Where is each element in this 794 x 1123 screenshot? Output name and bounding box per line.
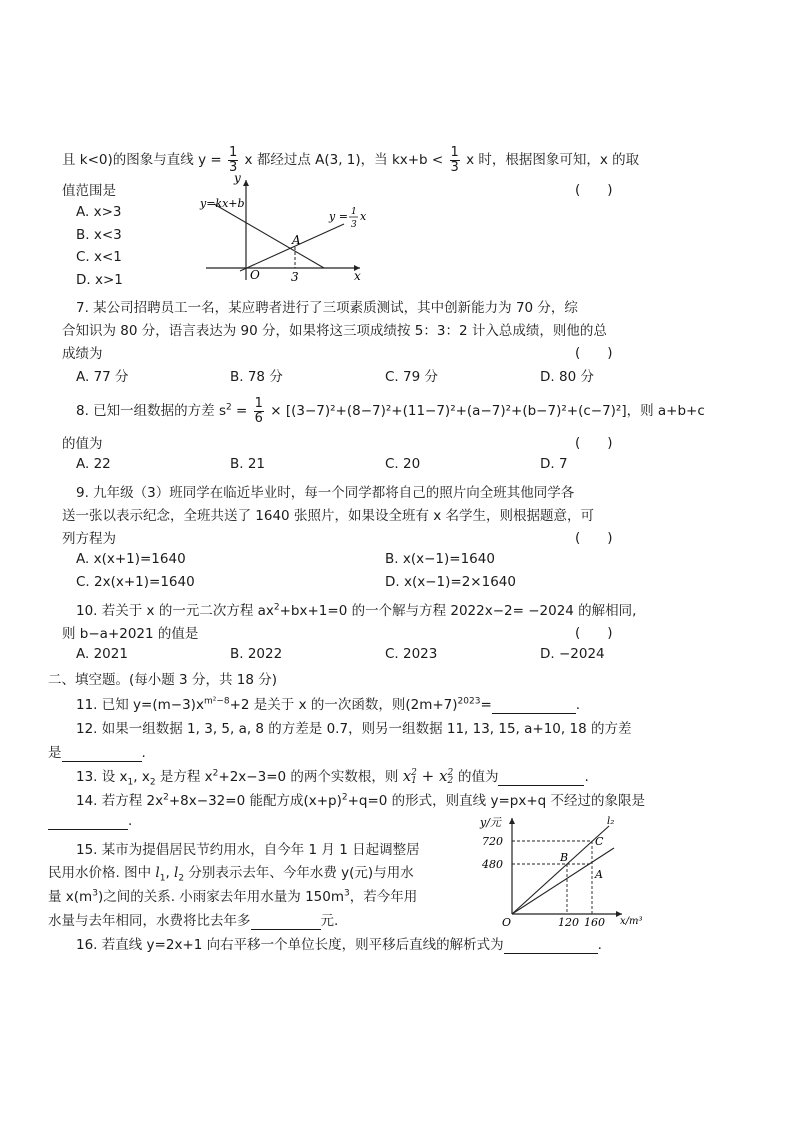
fraction-one-sixth: $\frac{1}{6}$ [254,396,263,426]
q14-line2: . [48,813,132,830]
q7-option-b[interactable]: B. 78 分 [230,369,283,385]
q15-point-b: B [560,851,569,864]
q9-option-c[interactable]: C. 2x(x+1)=1640 [76,574,195,590]
q8-line2: 的值为 [62,436,103,452]
q8-option-c[interactable]: C. 20 [385,456,421,472]
q6-graph [196,170,368,284]
q10-line1: 10. 若关于 x 的一元二次方程 $ax^2+bx+1=0$ 的一个解与方程 2022x−2= −2024 的解相同, [76,602,637,619]
q9-answer-paren[interactable]: ( ) [575,530,613,546]
q6-line2-var: x [360,210,367,223]
q7-answer-paren[interactable]: ( ) [575,345,613,361]
q7-option-c[interactable]: C. 79 分 [385,369,438,385]
q10-option-b[interactable]: B. 2022 [230,646,283,662]
q13-answer-blank[interactable] [498,769,584,786]
q13-expression: x 2 1 + x 2 2 [402,767,454,786]
q6-option-a[interactable]: A. x>3 [76,204,122,220]
q6-option-d[interactable]: D. x>1 [76,272,123,288]
q6-y-arrow [243,180,249,186]
q7-line3: 成绩为 [62,346,103,362]
q6-tick-3: 3 [291,270,299,284]
q14-line1: 14. 若方程 $2x^2+8x-32=0$ 能配方成$(x+p)^2+q=0$ 的形式，则直线 y=px+q 不经过的象限是 [76,792,645,809]
q7-line1: 7. 某公司招聘员工一名，某应聘者进行了三项素质测试，其中创新能力为 70 分，综 [76,300,578,316]
q15-line2: 民用水价格. 图中 $l_1$, $l_2$ 分别表示去年、今年水费 y(元)与用水 [48,865,414,884]
q10-option-a[interactable]: A. 2021 [76,646,128,662]
q6-origin: O [250,268,260,282]
q8-line1: 8. 已知一组数据的方差 $s^2$ = $\frac{1}{6}$ × [(3−7)²+(8−7)²+(11−7)²+(a−7)²+(b−7)²+(c−7)²]，则 a+b+c [76,396,705,426]
fraction-one-third-2: $\frac{1}{3}$ [450,145,459,175]
q10-option-d[interactable]: D. −2024 [540,646,605,662]
q15-tick-720: 720 [482,835,503,848]
q7-option-d[interactable]: D. 80 分 [540,369,594,385]
q15-tick-480: 480 [482,858,503,871]
q16-answer-blank[interactable] [504,937,598,954]
q6-line2-den: 3 [351,220,357,230]
q6-line1: 且 k<0)的图象与直线 y = $\frac{1}{3}$ x 都经过点 A(3, 1)，当 kx+b < $\frac{1}{3}$ x 时，根据图象可知，x 的取 [62,145,640,175]
q15-x-label: x/m³ [620,916,643,927]
q6-answer-paren[interactable]: ( ) [575,182,613,198]
q15-answer-blank[interactable] [251,913,321,930]
q12-line2: 是 . [48,745,146,761]
q10-line2: 则 b−a+2021 的值是 [62,626,199,642]
q6-line-kxb-label: y=kx+b [200,197,245,210]
q6-line-third-x [240,224,344,271]
q6-option-b[interactable]: B. x<3 [76,227,122,243]
q8-option-d[interactable]: D. 7 [540,456,568,472]
q7-line2: 合知识为 80 分，语言表达为 90 分，如果将这三项成绩按 5：3：2 计入总成绩，则他的总 [62,323,607,339]
q15-y-arrow [509,818,515,824]
q6-line2-num: 1 [351,207,357,217]
q15-point-a: A [595,868,603,881]
q8-option-a[interactable]: A. 22 [76,456,111,472]
q10-option-c[interactable]: C. 2023 [385,646,438,662]
q15-y-label: y/元 [480,816,501,829]
section-2-heading: 二、填空题。(每小题 3 分，共 18 分) [48,672,277,688]
q9-line1: 9. 九年级（3）班同学在临近毕业时，每一个同学都将自己的照片向全班其他同学各 [76,485,575,501]
fraction-one-third: $\frac{1}{3}$ [228,145,238,175]
q8-answer-paren[interactable]: ( ) [575,435,613,451]
q16-line: 16. 若直线 y=2x+1 向右平移一个单位长度，则平移后直线的解析式为 . [76,937,602,953]
q15-line4: 水量与去年相同，水费将比去年多 元. [48,913,339,929]
q7-option-a[interactable]: A. 77 分 [76,369,129,385]
q12-answer-blank[interactable] [62,745,142,762]
q6-line2-label: y = [329,210,348,223]
q13-line: 13. 设 $x_1$, $x_2$ 是方程 $x^2+2x-3=0$ 的两个实数根，则 x 2 1 + x 2 2 的值为 . [76,767,589,788]
q6-option-c[interactable]: C. x<1 [76,249,122,265]
q9-line3: 列方程为 [62,531,116,547]
q15-origin: O [502,916,512,929]
q15-l2-label: l₂ [607,816,615,827]
q15-graph [474,812,650,930]
q6-point-a: A [292,233,301,247]
q15-point-c: C [595,835,604,848]
q9-option-b[interactable]: B. x(x−1)=1640 [385,551,495,567]
q15-line1: 15. 某市为提倡居民节约用水，自今年 1 月 1 日起调整居 [76,842,420,858]
q10-answer-paren[interactable]: ( ) [575,625,613,641]
q14-answer-blank[interactable] [48,813,128,830]
q15-tick-120: 120 [558,916,579,929]
q6-line2: 值范围是 [62,183,116,199]
q8-option-b[interactable]: B. 21 [230,456,266,472]
q11-line: 11. 已知 $y=(m-3)x^{m^2-8}+2$ 是关于 x 的一次函数，则$(2m+7)^{2023}=$ . [76,696,581,713]
q15-tick-160: 160 [584,916,605,929]
q15-line3: 量 $x(m^3)$之间的关系. 小雨家去年用水量为 $150m^3$，若今年用 [48,888,418,905]
q6-x-label: x [354,269,361,283]
q9-option-d[interactable]: D. x(x−1)=2×1640 [385,574,516,590]
q11-answer-blank[interactable] [492,697,576,714]
q9-line2: 送一张以表示纪念，全班共送了 1640 张照片，如果设全班有 x 名学生，则根据题意，可 [62,508,595,524]
q9-option-a[interactable]: A. x(x+1)=1640 [76,551,186,567]
q6-y-label: y [234,171,241,185]
q12-line1: 12. 如果一组数据 1, 3, 5, a, 8 的方差是 0.7，则另一组数据 11, 13, 15, a+10, 18 的方差 [76,721,632,737]
